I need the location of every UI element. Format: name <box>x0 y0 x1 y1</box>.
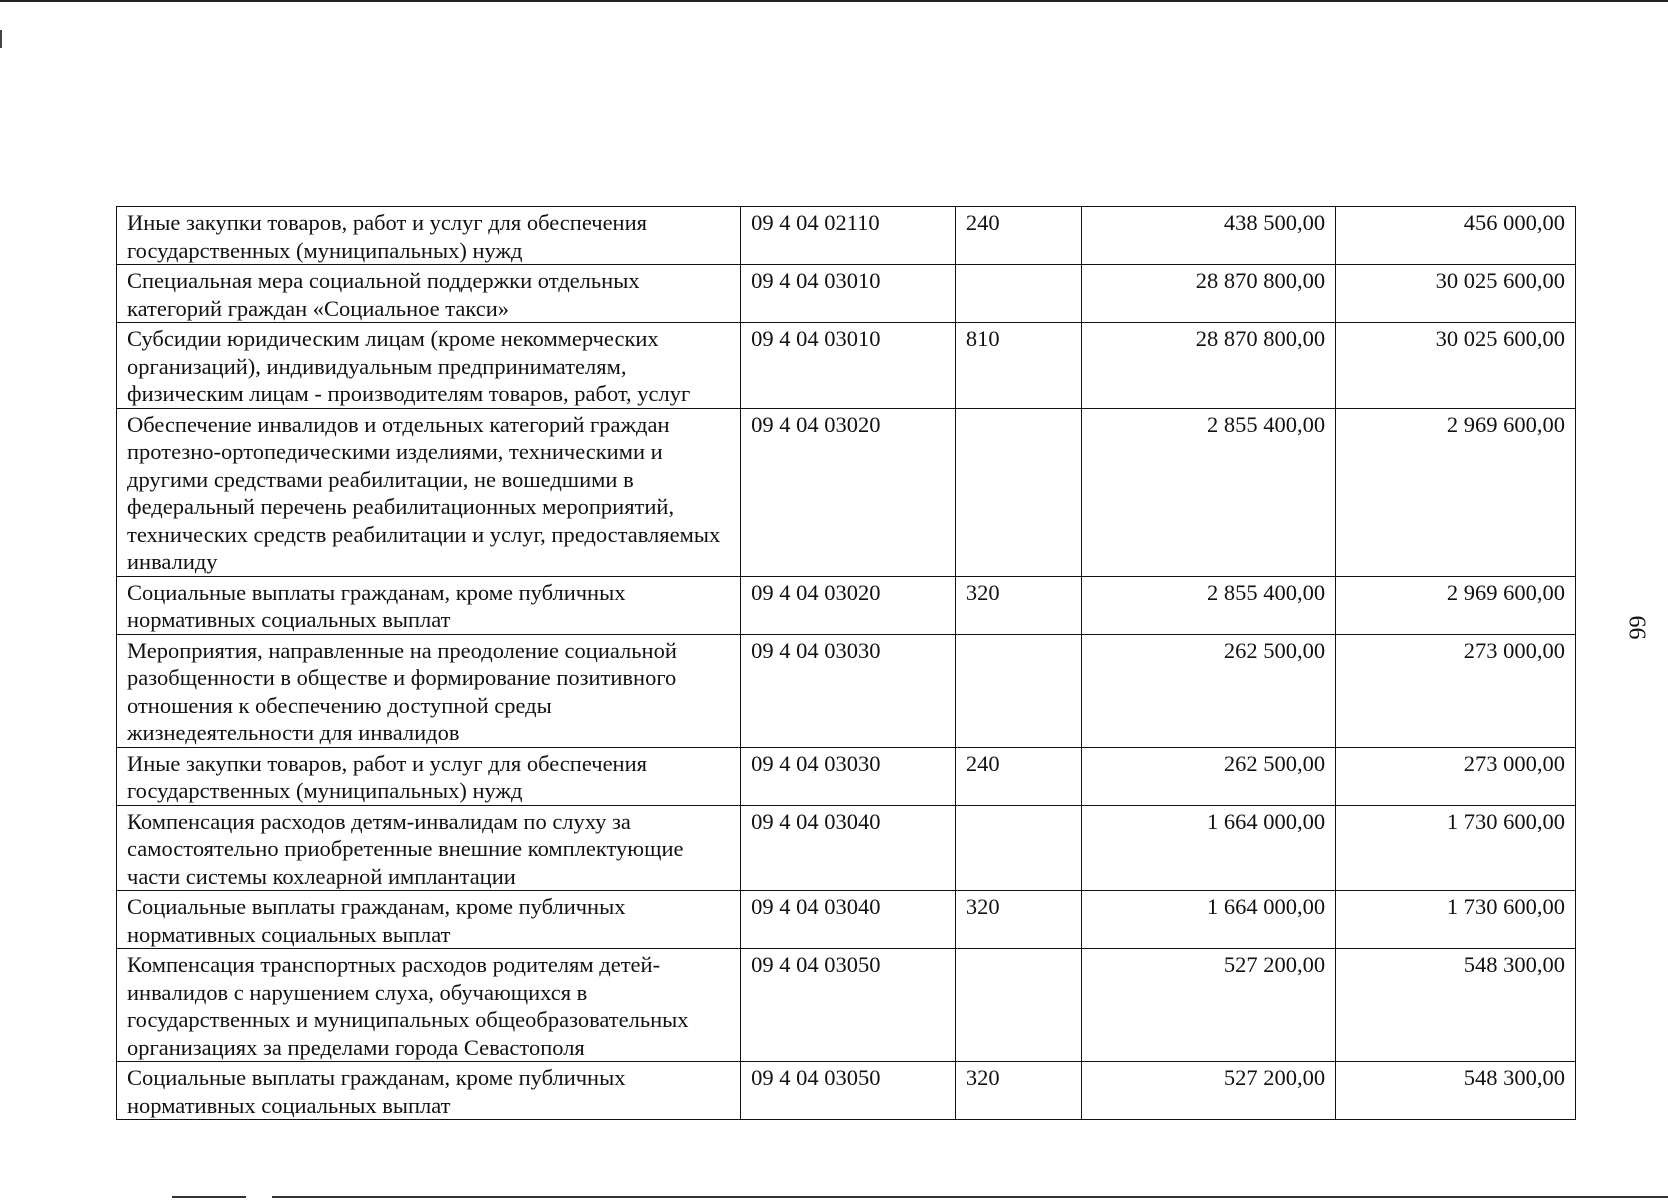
row-name-cell: Мероприятия, направленные на преодоление социальной разобщенности в обществе и формирование позитивного отношения к обеспечению доступной среды жизнедеятельности для инвалидов <box>117 634 741 747</box>
page-left-mark <box>0 30 2 48</box>
row-code-cell: 09 4 04 03040 <box>741 891 956 949</box>
row-value1-cell: 2 855 400,00 <box>1082 576 1336 634</box>
row-code-cell: 09 4 04 03030 <box>741 634 956 747</box>
row-type-cell <box>955 949 1081 1062</box>
row-value1-cell: 1 664 000,00 <box>1082 805 1336 891</box>
row-name-cell: Компенсация транспортных расходов родителям детей-инвалидов с нарушением слуха, обучающихся в государственных и муниципальных общеобразовательных организациях за пределами города Севастополя <box>117 949 741 1062</box>
row-value2-cell: 456 000,00 <box>1336 207 1576 265</box>
table-row <box>117 805 1576 891</box>
budget-table <box>116 206 1576 1120</box>
table-row <box>117 1062 1576 1120</box>
row-value2-cell: 548 300,00 <box>1336 949 1576 1062</box>
row-value1-cell: 527 200,00 <box>1082 949 1336 1062</box>
row-type-cell <box>955 408 1081 576</box>
row-code-cell: 09 4 04 03050 <box>741 949 956 1062</box>
row-type-cell <box>955 634 1081 747</box>
row-value2-cell: 273 000,00 <box>1336 634 1576 747</box>
row-code-cell: 09 4 04 03020 <box>741 576 956 634</box>
table-row <box>117 949 1576 1062</box>
row-value1-cell: 262 500,00 <box>1082 634 1336 747</box>
row-code-cell: 09 4 04 03030 <box>741 747 956 805</box>
row-value2-cell: 30 025 600,00 <box>1336 265 1576 323</box>
row-name-cell: Социальные выплаты гражданам, кроме публичных нормативных социальных выплат <box>117 576 741 634</box>
row-name-cell: Социальные выплаты гражданам, кроме публичных нормативных социальных выплат <box>117 891 741 949</box>
row-value1-cell: 2 855 400,00 <box>1082 408 1336 576</box>
row-code-cell: 09 4 04 03050 <box>741 1062 956 1120</box>
bottom-rule-long <box>272 1196 1668 1198</box>
row-name-cell: Субсидии юридическим лицам (кроме некоммерческих организаций), индивидуальным предпринимателям, физическим лицам - производителям товаров, работ, услуг <box>117 323 741 409</box>
row-value1-cell: 438 500,00 <box>1082 207 1336 265</box>
table-row <box>117 323 1576 409</box>
row-name-cell: Компенсация расходов детям-инвалидам по слуху за самостоятельно приобретенные внешние комплектующие части системы кохлеарной имплантации <box>117 805 741 891</box>
row-code-cell: 09 4 04 03020 <box>741 408 956 576</box>
row-code-cell: 09 4 04 03040 <box>741 805 956 891</box>
row-type-cell: 320 <box>955 891 1081 949</box>
table-row <box>117 408 1576 576</box>
row-type-cell: 810 <box>955 323 1081 409</box>
table-row <box>117 265 1576 323</box>
row-type-cell <box>955 805 1081 891</box>
row-code-cell: 09 4 04 03010 <box>741 323 956 409</box>
row-value2-cell: 1 730 600,00 <box>1336 891 1576 949</box>
row-value2-cell: 2 969 600,00 <box>1336 408 1576 576</box>
row-value2-cell: 1 730 600,00 <box>1336 805 1576 891</box>
table-row <box>117 207 1576 265</box>
row-name-cell: Обеспечение инвалидов и отдельных категорий граждан протезно-ортопедическими изделиями, техническими и другими средствами реабилитации, не вошедшими в федеральный перечень реабилитационных мероприятий, технических средств реабилитации и услуг, предоставляемых инвалиду <box>117 408 741 576</box>
row-name-cell: Специальная мера социальной поддержки отдельных категорий граждан «Социальное такси» <box>117 265 741 323</box>
row-type-cell: 240 <box>955 207 1081 265</box>
row-code-cell: 09 4 04 03010 <box>741 265 956 323</box>
bottom-rule-short <box>172 1196 246 1198</box>
row-value1-cell: 527 200,00 <box>1082 1062 1336 1120</box>
table-row <box>117 634 1576 747</box>
table-row <box>117 891 1576 949</box>
row-value2-cell: 273 000,00 <box>1336 747 1576 805</box>
row-value2-cell: 30 025 600,00 <box>1336 323 1576 409</box>
table-row <box>117 747 1576 805</box>
row-name-cell: Социальные выплаты гражданам, кроме публичных нормативных социальных выплат <box>117 1062 741 1120</box>
row-value1-cell: 1 664 000,00 <box>1082 891 1336 949</box>
table-row <box>117 576 1576 634</box>
page-top-border <box>0 0 1668 2</box>
row-code-cell: 09 4 04 02110 <box>741 207 956 265</box>
row-name-cell: Иные закупки товаров, работ и услуг для обеспечения государственных (муниципальных) нужд <box>117 207 741 265</box>
row-value1-cell: 262 500,00 <box>1082 747 1336 805</box>
row-value2-cell: 548 300,00 <box>1336 1062 1576 1120</box>
budget-table-body <box>117 207 1576 1120</box>
row-type-cell <box>955 265 1081 323</box>
row-type-cell: 320 <box>955 576 1081 634</box>
page-number: 66 <box>1623 615 1650 640</box>
row-value1-cell: 28 870 800,00 <box>1082 265 1336 323</box>
row-value2-cell: 2 969 600,00 <box>1336 576 1576 634</box>
row-type-cell: 240 <box>955 747 1081 805</box>
row-name-cell: Иные закупки товаров, работ и услуг для обеспечения государственных (муниципальных) нужд <box>117 747 741 805</box>
row-value1-cell: 28 870 800,00 <box>1082 323 1336 409</box>
row-type-cell: 320 <box>955 1062 1081 1120</box>
